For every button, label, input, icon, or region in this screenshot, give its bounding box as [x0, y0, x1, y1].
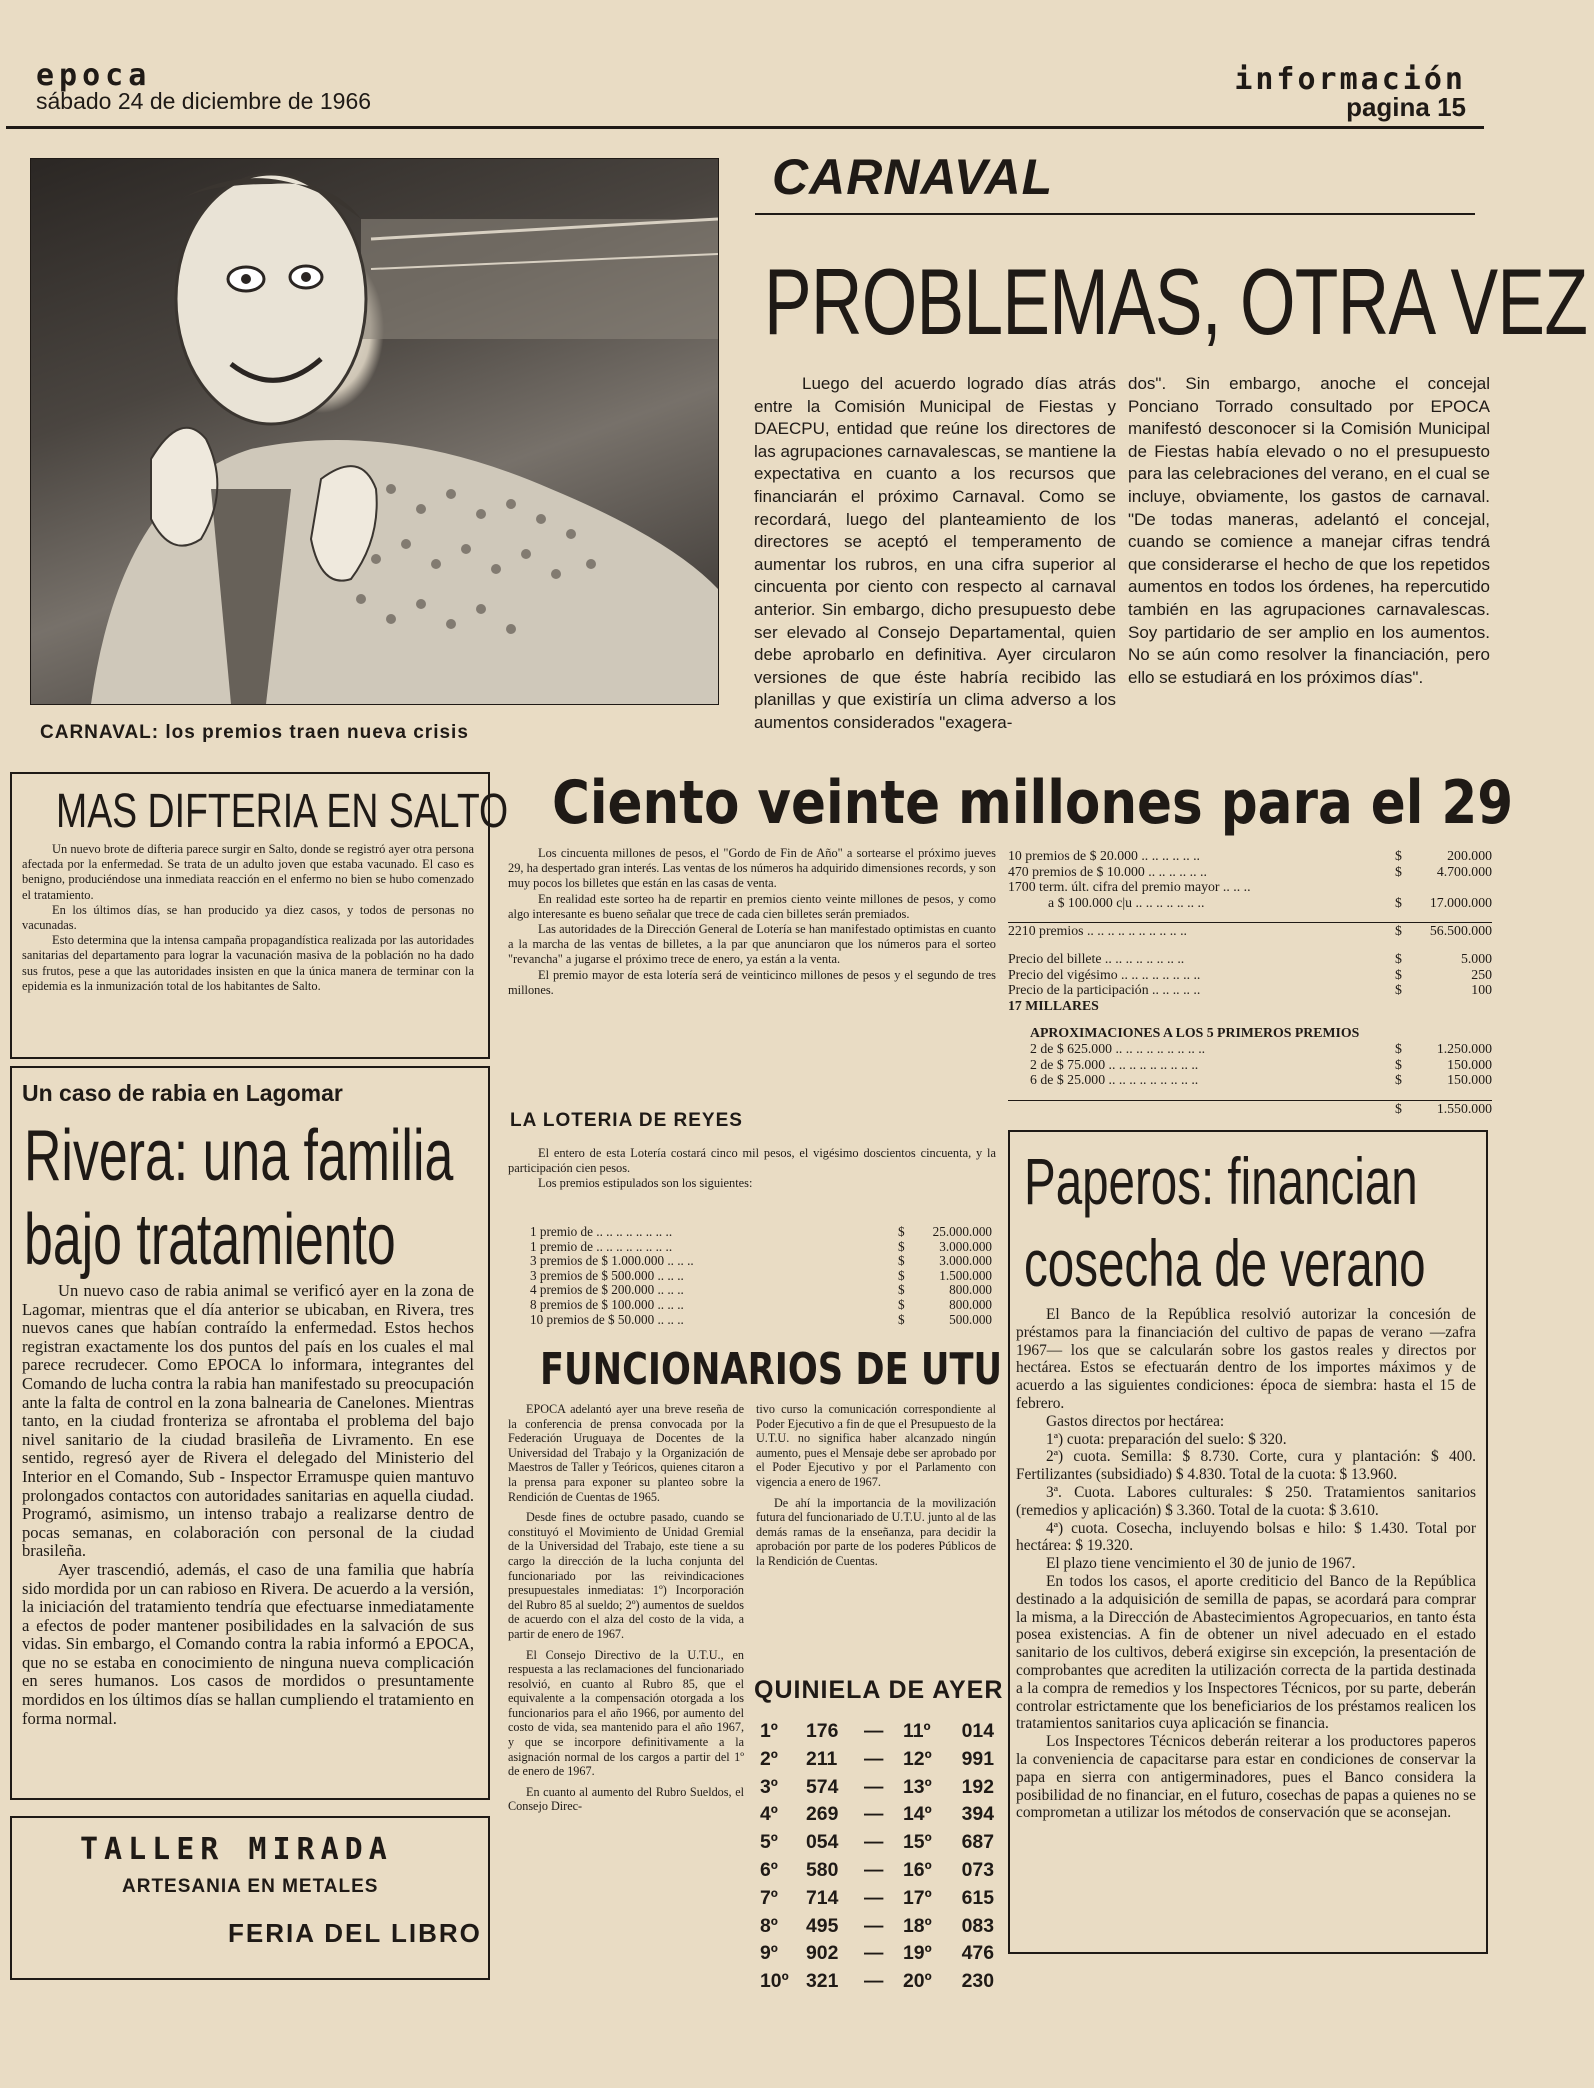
prize-row: [1008, 895, 1492, 911]
paragraph: El plazo tiene vencimiento el 30 de junio de 1967.: [1046, 1555, 1356, 1573]
prize-amount: 1.500.000: [939, 1267, 992, 1283]
ad-location: FERIA DEL LIBRO: [228, 1918, 482, 1948]
paragraph: En los últimos días, se han producido ya diez casos, y todos de personas no vacunadas.: [22, 902, 474, 933]
prize-amount: 5.000: [1460, 950, 1492, 966]
prize-amount: 25.000.000: [932, 1224, 992, 1239]
ad-title: TALLER MIRADA: [80, 1832, 393, 1867]
carnival-photo: [30, 158, 719, 705]
quiniela-row: [756, 1748, 994, 1776]
paragraph: 1ª) cuota: preparación del suelo: $ 320.: [1046, 1430, 1287, 1448]
prize-amount: 800.000: [949, 1282, 992, 1298]
article-column: dos". Sin embargo, anoche el concejal Ponciano Torrado consultado por EPOCA manifestó desconocer si la Comisión Municipal de Fiestas había elevado o no el presupuesto para las celebraciones del verano, en el cual se incluye, obviamente, los gastos de carnaval. "De todas maneras, adelantó el concejal, cuando se comience a manejar cifras tendrá que considerarse el hecho de que los repetidos aumentos en todos los órdenes, ha repercutido también en las agrupaciones carnavalescas. Soy partidario de ser amplio en los aumentos. No se aún como resolver la financiación, pero ello se estudiará en los próximos días".: [1128, 374, 1490, 687]
number: 176: [806, 1720, 839, 1742]
quiniela-row: [756, 1720, 994, 1748]
position: 4º: [760, 1803, 778, 1826]
paragraph: 3ª. Cuota. Labores culturales: $ 250. Tratamientos sanitarios (remedios y aplicación) $ 3.360. Total de la cuota: $ 3.610.: [1016, 1483, 1476, 1519]
dash: —: [864, 1720, 884, 1742]
number: 580: [806, 1858, 839, 1881]
prize-label: Precio del vigésimo .. .. .. .. .. .. .. ..: [1008, 966, 1201, 982]
quiniela-row: [756, 1803, 994, 1831]
position: 7º: [760, 1886, 778, 1909]
prize-amount: 1.250.000: [1436, 1040, 1492, 1056]
prize-row: [1008, 1025, 1492, 1041]
prize-row: [530, 1297, 992, 1312]
newspaper-name: epoca: [36, 58, 152, 93]
number: 394: [961, 1803, 994, 1826]
currency-symbol: $: [1395, 863, 1402, 879]
currency-symbol: $: [1395, 1100, 1402, 1116]
currency-symbol: $: [1395, 1056, 1402, 1072]
position: 9º: [760, 1942, 778, 1965]
prize-row: [1008, 922, 1492, 939]
prize-row: [530, 1253, 992, 1268]
paragraph: El premio mayor de esta lotería será de veinticinco millones de pesos y el segundo de tres millones.: [508, 967, 996, 997]
prize-row: [1008, 982, 1492, 998]
article-body: [508, 846, 996, 998]
position: 15º: [903, 1831, 932, 1854]
prize-row: [530, 1239, 992, 1254]
paragraph: 2ª) cuota. Semilla: $ 8.730. Corte, cura y plantación: $ 400. Fertilizantes (subsidiado) $ 4.830. Total de la cuota: $ 13.960.: [1016, 1448, 1476, 1484]
prize-amount: 1.550.000: [1436, 1100, 1492, 1116]
prize-row: [530, 1312, 992, 1327]
prize-row: [1008, 1057, 1492, 1073]
photo-caption: CARNAVAL: los premios traen nueva crisis: [40, 722, 469, 743]
prize-label: 17 MILLARES: [1008, 997, 1099, 1013]
prize-label: 2210 premios .. .. .. .. .. .. .. .. .. ..: [1008, 923, 1187, 939]
ad-subtitle: ARTESANIA EN METALES: [122, 1876, 379, 1897]
article-column: Luego del acuerdo logrado días atrás entre la Comisión Municipal de Fiestas y DAECPU, entidad que reúne los directores de las agrupaciones carnavalescas, se mantiene la expectativa en cuanto a los recursos que financiarán el próximo Carnaval. Como se recordará, luego del planteamiento de los directores se aceptó el temperamento de aumentar los rubros, en una cifra superior al cincuenta por ciento con respecto al carnaval anterior. Sin embargo, dicho presupuesto debe ser elevado al Consejo Departamental, quien debe aprobarlo en definitiva. Ayer circularon versiones de que éste habría recibido las planillas y que existiría un clima adverso a los aumentos considerados "exagera-: [754, 374, 1116, 732]
prize-amount: 4.700.000: [1436, 863, 1492, 879]
prize-amount: 150.000: [1447, 1056, 1492, 1072]
currency-symbol: $: [1395, 966, 1402, 982]
prize-label: 470 premios de $ 10.000 .. .. .. .. .. ..: [1008, 863, 1207, 879]
headline-line: cosecha de verano: [1024, 1226, 1426, 1300]
prize-label: a $ 100.000 c|u .. .. .. .. .. .. ..: [1048, 894, 1205, 910]
prize-label: 3 premios de $ 1.000.000 .. .. ..: [530, 1253, 694, 1269]
paragraph: En realidad este sorteo ha de repartir en premios ciento veinte millones de pesos, y como algo interesante es bueno señalar que trece de cada cien billetes serán premiados.: [508, 891, 996, 921]
paragraph: El Banco de la República resolvió autorizar la concesión de préstamos para la financiación del cultivo de papas de verano —zafra 1967— los que se calcularán sobre los gastos reales y directos por hectárea. Estos se efectuarán dentro de los importes máximos y de acuerdo a las siguientes condiciones: época de siembra: hasta el 15 de febrero.: [1016, 1306, 1476, 1412]
number: 073: [961, 1858, 994, 1881]
dash: —: [864, 1858, 884, 1881]
currency-symbol: $: [1395, 982, 1402, 998]
currency-symbol: $: [898, 1238, 905, 1254]
quiniela-row: [756, 1970, 994, 1998]
header-rule: [6, 126, 1484, 129]
carnival-figure-illustration: [31, 159, 718, 704]
position: 12º: [903, 1747, 932, 1770]
quiniela-row: [756, 1915, 994, 1943]
paragraph: Los cincuenta millones de pesos, el "Gordo de Fin de Año" a sortearse el próximo jueves 29, ha despertado gran interés. Las ventas de los números ha adquirido dimensiones records, y son muy pocos los billetes que están en las casas de venta.: [508, 846, 996, 891]
paragraph: Los premios estipulados son los siguientes:: [538, 1176, 753, 1191]
number: 321: [806, 1970, 839, 1993]
currency-symbol: $: [1395, 894, 1402, 910]
headline-line: bajo tratamiento: [24, 1200, 396, 1280]
article-headline: [24, 1114, 453, 1282]
dash: —: [864, 1942, 884, 1965]
paragraph: Desde fines de octubre pasado, cuando se constituyó el Movimiento de Unidad Gremial de la Universidad del Trabajo, este tiene a su cargo la dirección de la lucha conjunta del funcionariado por las reivindicaciones presupuestales inmediatas: 1º) Incorporación del Rubro 85 al sueldo; 2º) aumentos de sueldos de acuerdo con el alza del costo de la vida, a partir de enero de 1967.: [508, 1510, 744, 1641]
article-body: [22, 1282, 474, 1728]
dash: —: [864, 1970, 884, 1993]
prize-amount: 3.000.000: [939, 1253, 992, 1269]
position: 6º: [760, 1858, 778, 1881]
kicker-rule: [755, 213, 1475, 215]
currency-symbol: $: [1395, 848, 1402, 863]
prize-label: 10 premios de $ 50.000 .. .. ..: [530, 1311, 684, 1327]
paragraph: Los Inspectores Técnicos deberán reiterar a los productores paperos la conveniencia de capacitarse para estar en condiciones de conservar la papa en sierra con antigerminadores, pues el Banco considera la posibilidad de no financiar, en el futuro, cosechas de papas a quienes no se comprometan a utilizar los métodos de conservación que se aconsejan.: [1016, 1733, 1476, 1822]
prize-label: Precio del billete .. .. .. .. .. .. .. ..: [1008, 950, 1185, 966]
position: 2º: [760, 1747, 778, 1770]
quiniela-results-table: [756, 1720, 994, 1998]
position: 8º: [760, 1914, 778, 1937]
prize-label: 2 de $ 75.000 .. .. .. .. .. .. .. .. ..: [1030, 1056, 1199, 1072]
article-body: [1016, 1306, 1476, 1822]
number: 902: [806, 1942, 839, 1965]
paragraph: Ayer trascendió, además, el caso de una familia que habría sido mordida por un can rabioso en Rivera. De acuerdo a la versión, la iniciación del tratamiento tendría que efectuarse inmediatamente a efectos de poder mantener posibilidades en la salvación de sus vidas. Sin embargo, el Comando contra la rabia informó a EPOCA, que no se estaba en conocimiento de ninguna nueva complicación en seres humanos. Los casos de mordidos o presuntamente mordidos en los últimos días se hallan cumpliendo el tratamiento en forma normal.: [22, 1559, 474, 1728]
currency-symbol: $: [1395, 950, 1402, 966]
number: 615: [961, 1886, 994, 1909]
quiniela-row: [756, 1942, 994, 1970]
paragraph: Un nuevo brote de difteria parece surgir en Salto, donde se registró ayer otra persona afectada por la enfermedad. Se trata de un adulto joven que estaba vacunado. El caso es benigno, produciéndose una inmediata reacción en el enfermo no bien se hubo comenzado el tratamiento.: [22, 842, 474, 902]
prize-amount: 56.500.000: [1429, 923, 1492, 939]
section-name: información: [1234, 62, 1466, 97]
prize-row: [1008, 879, 1492, 895]
paragraph: Gastos directos por hectárea:: [1046, 1412, 1225, 1430]
issue-date: sábado 24 de diciembre de 1966: [36, 88, 372, 114]
prize-table: [1008, 848, 1492, 1116]
position: 11º: [903, 1720, 931, 1742]
currency-symbol: $: [898, 1282, 905, 1298]
currency-symbol: $: [898, 1311, 905, 1327]
paragraph: El entero de esta Lotería costará cinco mil pesos, el vigésimo doscientos cincuenta, y la participación cien pesos.: [508, 1146, 996, 1176]
prize-amount: 100: [1471, 982, 1492, 998]
prize-label: APROXIMACIONES A LOS 5 PRIMEROS PREMIOS: [1030, 1025, 1360, 1041]
article-headline: FUNCIONARIOS DE UTU: [540, 1344, 1003, 1395]
position: 3º: [760, 1775, 778, 1798]
prize-label: 1700 term. últ. cifra del premio mayor .. .. ..: [1008, 879, 1251, 895]
paragraph: En todos los casos, el aporte crediticio del Banco de la República destinado a la adquisición de semilla de papas, se acordará para comprar la misma, a la Dirección de Abastecimientos Agropecuarios, en tanto ésta posea existencias. A fin de obtener un nivel adecuado en el estado sanitario de los cultivos, deberá exigirse sin excepción, la presentación de comprobantes que acrediten la utilización correcta de la partida destinada a la compra de remedios y los Inspectores Técnicos, por su parte, deberán controlar estrictamente que los beneficiarios de los préstamos realicen los tratamientos sanitarios cuya aplicación se financia.: [1016, 1572, 1476, 1733]
position: 18º: [903, 1914, 932, 1937]
section-subheading: LA LOTERIA DE REYES: [510, 1110, 743, 1131]
currency-symbol: $: [1395, 1040, 1402, 1056]
dash: —: [864, 1803, 884, 1826]
number: 495: [806, 1914, 839, 1937]
number: 574: [806, 1775, 839, 1798]
quiniela-row: [756, 1887, 994, 1915]
prize-row: [1008, 848, 1492, 864]
prize-row: [1008, 1100, 1492, 1117]
article-body: [508, 1146, 996, 1192]
prize-label: 10 premios de $ 20.000 .. .. .. .. .. ..: [1008, 848, 1200, 863]
number: 269: [806, 1803, 839, 1826]
position: 16º: [903, 1858, 932, 1881]
paragraph: De ahí la importancia de la movilización futura del funcionariado de U.T.U. junto al de las demás ramas de la enseñanza, para decidir la aprobación por parte de los poderes Públicos de la Rendición de Cuentas.: [756, 1495, 996, 1568]
prize-row: [1008, 864, 1492, 880]
position: 14º: [903, 1803, 932, 1826]
dash: —: [864, 1831, 884, 1854]
prize-row: [530, 1268, 992, 1283]
paragraph: Las autoridades de la Dirección General de Lotería se han manifestado optimistas en cuanto a la marcha de las ventas de billetes, a la par que anunciaron que los números para el sorteo "revancha" a jugarse el próximo trece de enero, ya están a la venta.: [508, 922, 996, 967]
dash: —: [864, 1886, 884, 1909]
position: 17º: [903, 1886, 932, 1909]
position: 5º: [760, 1831, 778, 1854]
currency-symbol: $: [1395, 1072, 1402, 1088]
number: 714: [806, 1886, 839, 1909]
position: 10º: [760, 1970, 789, 1993]
position: 1º: [760, 1720, 778, 1742]
prize-label: 6 de $ 25.000 .. .. .. .. .. .. .. .. ..: [1030, 1072, 1199, 1088]
number: 476: [961, 1942, 994, 1965]
prize-label: 1 premio de .. .. .. .. .. .. .. ..: [530, 1224, 673, 1239]
prize-amount: 250: [1471, 966, 1492, 982]
number: 211: [806, 1747, 838, 1770]
prize-label: 8 premios de $ 100.000 .. .. ..: [530, 1296, 684, 1312]
prize-row: [1008, 1041, 1492, 1057]
currency-symbol: $: [1395, 923, 1402, 939]
article-kicker: Un caso de rabia en Lagomar: [22, 1080, 343, 1106]
dash: —: [864, 1775, 884, 1798]
headline-line: Rivera: una familia: [24, 1116, 454, 1196]
currency-symbol: $: [898, 1267, 905, 1283]
quiniela-row: [756, 1831, 994, 1859]
prize-amount: 800.000: [949, 1296, 992, 1312]
prize-row: [530, 1224, 992, 1239]
prize-row: [1008, 967, 1492, 983]
paragraph: Esto determina que la intensa campaña propagandística realizada por las autoridades sanitarias del departamento para lograr la vacunación masiva de la población no ha dado sus frutos, pese a que las autoridades insisten en que la única manera de terminar con la epidemia es la inmunización total de los habitantes de Salto.: [22, 933, 474, 993]
paragraph: El Consejo Directivo de la U.T.U., en respuesta a las reclamaciones del funcionariado resolvió, en cuanto al Rubro 85, que el equivalente a la compensación otorgada a los funcionarios para el año 1966, por aumento del costo de vida, sea mantenido para el año 1967, y que se incorpore definitivamente a la asignación normal de los cargos a partir del 1º de enero de 1967.: [508, 1647, 744, 1779]
article-headline: [1024, 1140, 1426, 1304]
article-headline: Ciento veinte millones para el 29: [552, 768, 1514, 838]
number: 687: [961, 1831, 994, 1854]
article-column: [508, 1402, 744, 1820]
prize-label: 1 premio de .. .. .. .. .. .. .. ..: [530, 1238, 673, 1254]
prize-row: [1008, 1072, 1492, 1088]
prize-amount: 150.000: [1447, 1072, 1492, 1088]
prize-amount: 200.000: [1447, 848, 1492, 863]
prize-row: [1008, 951, 1492, 967]
page-number: pagina 15: [1346, 92, 1466, 122]
paragraph: EPOCA adelantó ayer una breve reseña de la conferencia de prensa convocada por la Federación Uruguaya de Docentes de la Universidad del Trabajo y la Organización de Maestros de Taller y Teóricos, quienes citaron a la prensa para exponer su planteo sobre la Rendición de Cuentas de 1965.: [508, 1402, 744, 1504]
headline-line: Paperos: financian: [1024, 1144, 1418, 1218]
number: 230: [961, 1970, 994, 1993]
paragraph: tivo curso la comunicación correspondiente al Poder Ejecutivo a fin de que el Presupuesto de la U.T.U. no significa haber alcanzado ningún aumento, pues el Mensaje debe ser aprobado por el Poder Ejecutivo y por el Parlamento con vigencia a enero de 1967.: [756, 1402, 996, 1489]
position: 20º: [903, 1970, 932, 1993]
quiniela-row: [756, 1859, 994, 1887]
number: 192: [961, 1775, 994, 1798]
prize-amount: 17.000.000: [1429, 894, 1492, 910]
prize-label: 4 premios de $ 200.000 .. .. ..: [530, 1282, 684, 1298]
prize-amount: 3.000.000: [939, 1238, 992, 1254]
prize-label: Precio de la participación .. .. .. .. ..: [1008, 982, 1201, 998]
position: 13º: [903, 1775, 932, 1798]
number: 991: [961, 1747, 994, 1770]
currency-symbol: $: [898, 1253, 905, 1269]
prize-row: [530, 1282, 992, 1297]
article-headline: MAS DIFTERIA EN SALTO: [56, 785, 509, 838]
paragraph: En cuanto al aumento del Rubro Sueldos, el Consejo Direc-: [508, 1784, 744, 1814]
article-column: [756, 1402, 996, 1575]
article-kicker: CARNAVAL: [772, 149, 1054, 205]
quiniela-row: [756, 1776, 994, 1804]
prize-label: 3 premios de $ 500.000 .. .. ..: [530, 1267, 684, 1283]
number: 014: [961, 1720, 994, 1742]
dash: —: [864, 1747, 884, 1770]
position: 19º: [903, 1942, 932, 1965]
prize-label: 2 de $ 625.000 .. .. .. .. .. .. .. .. ..: [1030, 1040, 1206, 1056]
article-headline: PROBLEMAS, OTRA VEZ: [764, 249, 1588, 354]
dash: —: [864, 1914, 884, 1937]
number: 083: [961, 1914, 994, 1937]
currency-symbol: $: [898, 1296, 905, 1312]
paragraph: 4ª) cuota. Cosecha, incluyendo bolsas e hilo: $ 1.430. Total por hectárea: $ 19.320.: [1016, 1519, 1476, 1555]
prize-amount: 500.000: [949, 1311, 992, 1327]
currency-symbol: $: [898, 1224, 905, 1239]
quiniela-heading: QUINIELA DE AYER: [754, 1676, 1004, 1704]
prize-row: [1008, 998, 1492, 1014]
article-body: [22, 842, 474, 994]
number: 054: [806, 1831, 839, 1854]
prize-table: [530, 1224, 992, 1326]
paragraph: Un nuevo caso de rabia animal se verificó ayer en la zona de Lagomar, mientras que el día anterior se ubicaban, en Rivera, tres nuevos canes que habían contraído la enfermedad. Estos hechos registran exactamente los dos puntos del país en los cuales el mal parece recrudecer. Como EPOCA lo informara, integrantes del Comando de lucha contra la rabia han manifestado su preocupación ante la falta de control en la zona balnearia de Canelones. Mientras tanto, en la ciudad fronteriza se afrontaba el problema del bajo nivel sanitario de la ciudad brasileña de Livramento. En ese sentido, regresó ayer de Rivera el delegado del Ministerio del Interior en el Comando, Sub - Inspector Erramuspe quien mantuvo prolongados contactos con autoridades sanitarias en aquella ciudad. Programó, asimismo, un intenso trabajo a realizarse dentro de pocas semanas, en colaboración con personal de la ciudad brasileña.: [22, 1281, 474, 1561]
